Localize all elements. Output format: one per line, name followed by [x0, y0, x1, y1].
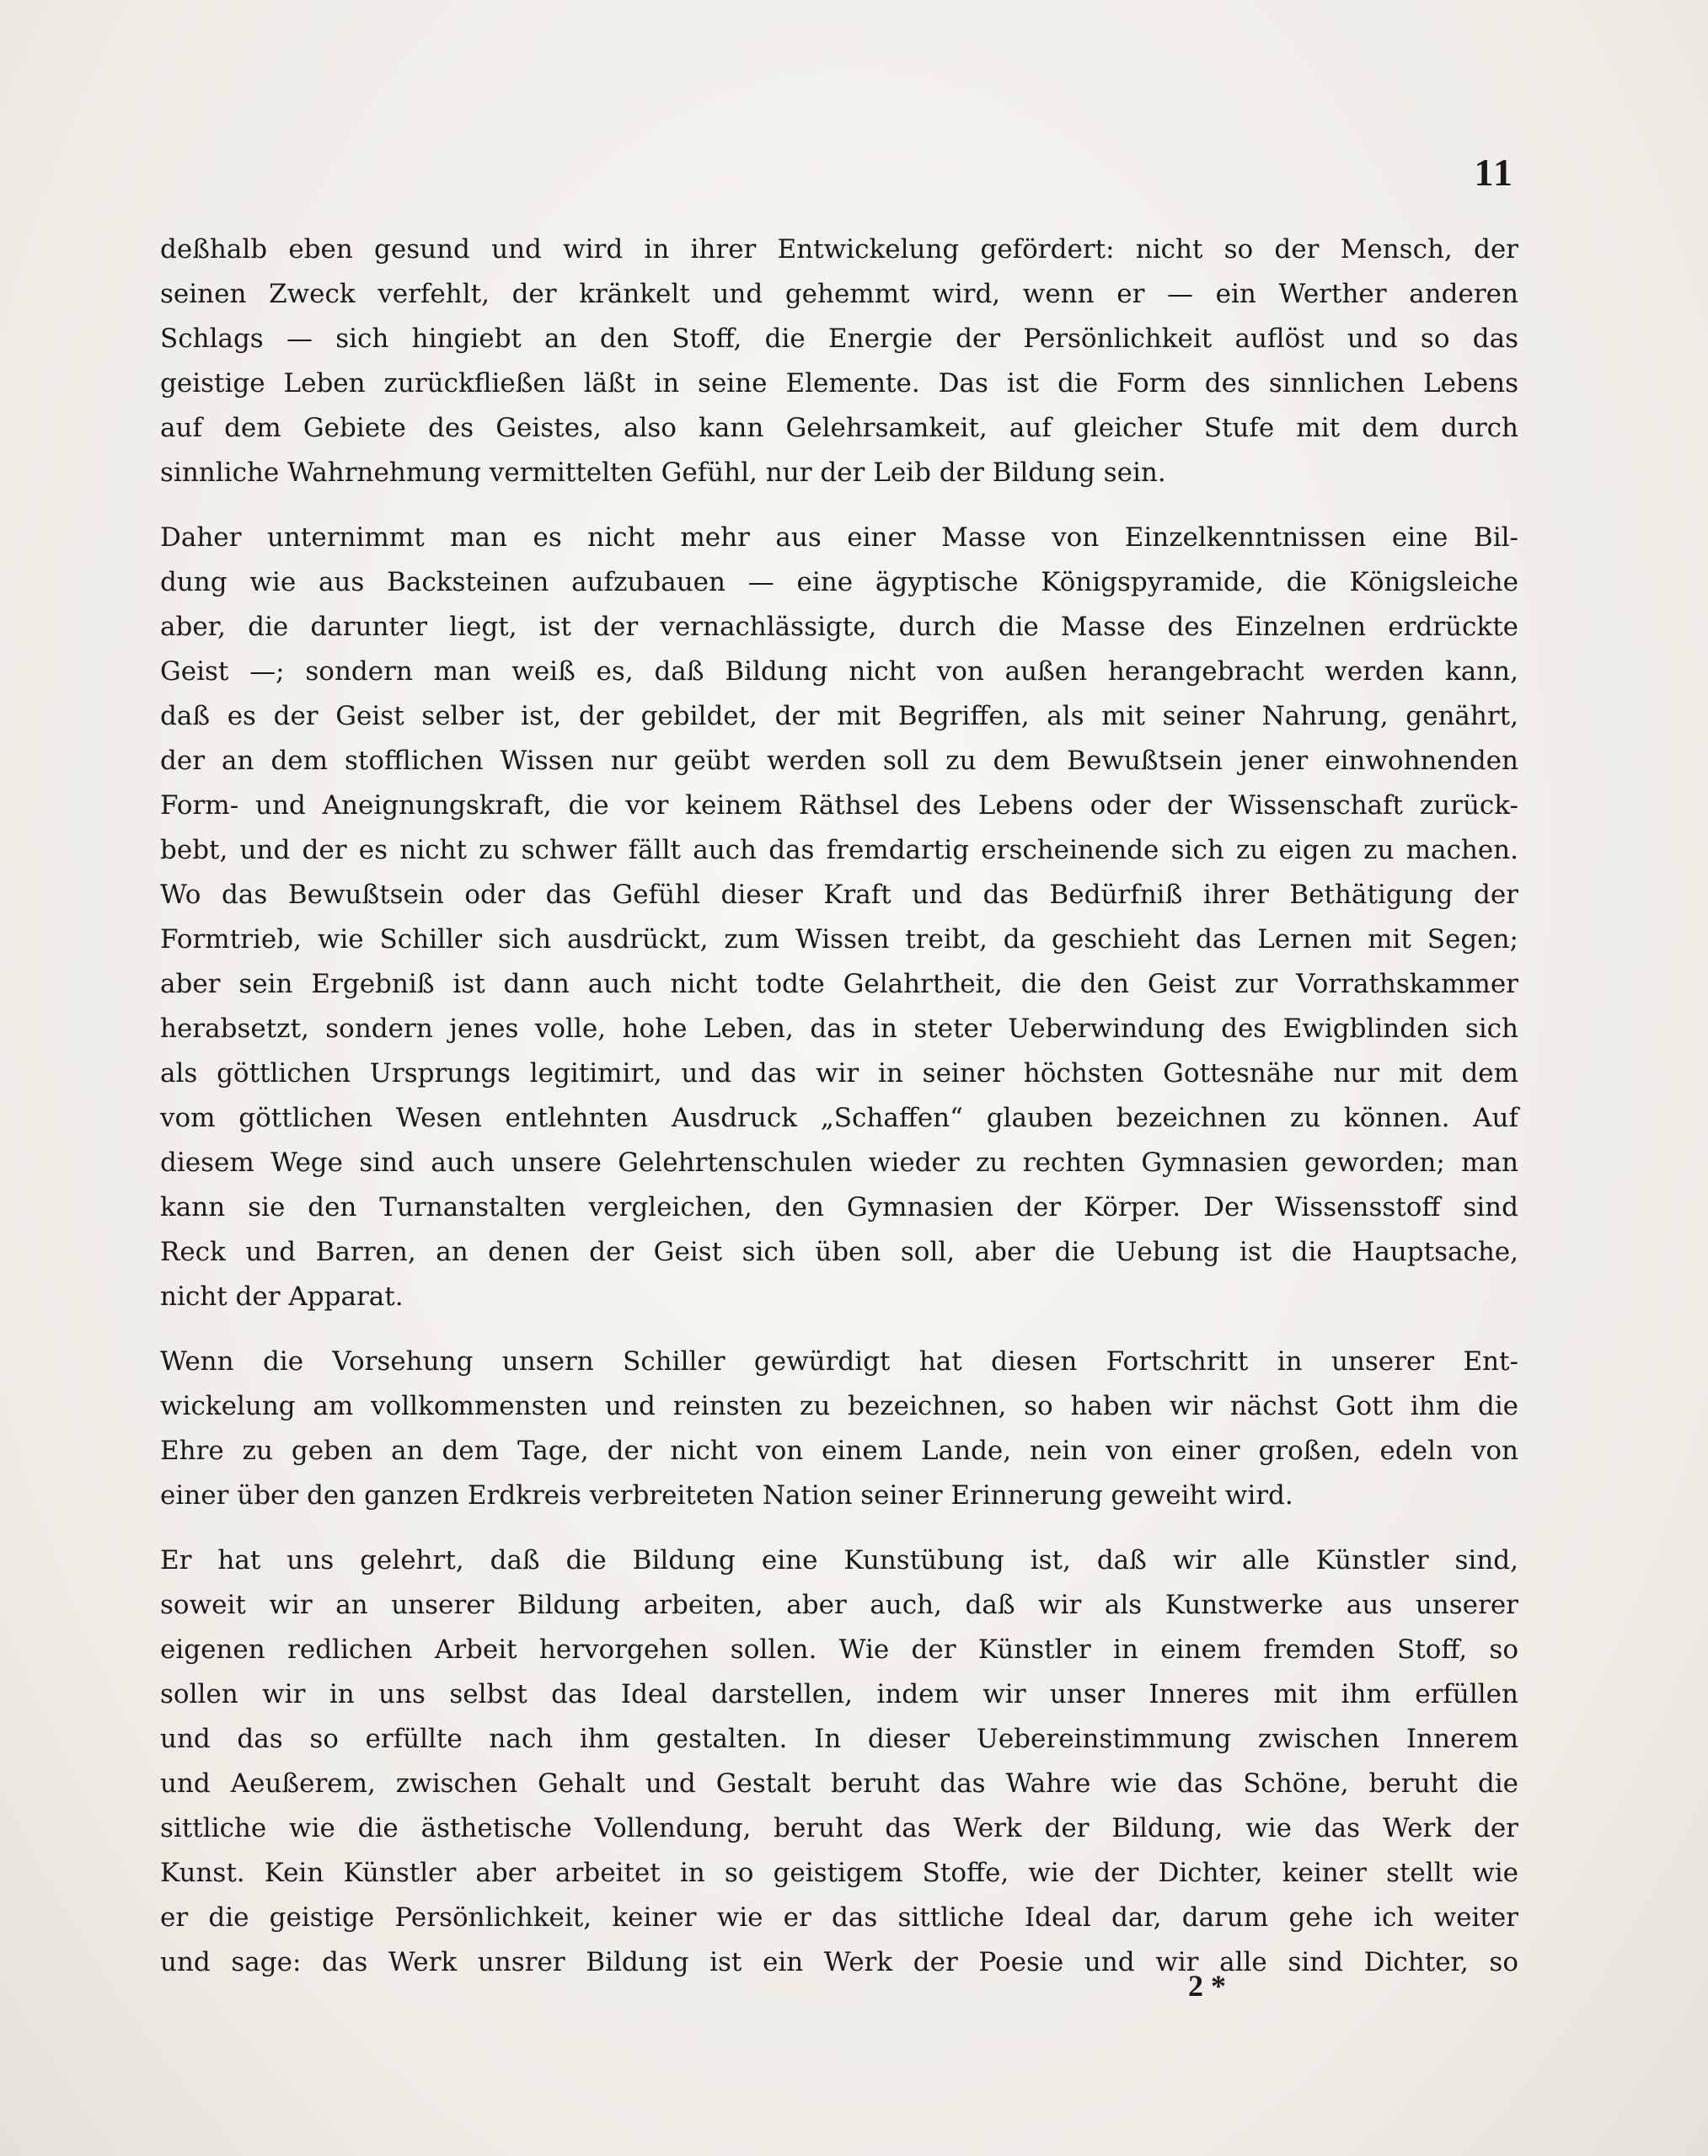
text-line: wickelung am vollkommensten und reinsten zu bezeichnen, so haben wir nächst Gott ihm die	[160, 1391, 1518, 1421]
text-line: Geist —; sondern man weiß es, daß Bildung nicht von außen herangebracht werden kann,	[160, 656, 1518, 687]
text-line: Wo das Bewußtsein oder das Gefühl dieser Kraft und das Bedürfniß ihrer Bethätigung der	[160, 880, 1518, 910]
text-line: und sage: das Werk unsrer Bildung ist ein Werk der Poesie und wir alle sind Dichter, so	[160, 1947, 1518, 1977]
text-line: Daher unternimmt man es nicht mehr aus einer Masse von Einzelkenntnissen eine Bil-	[160, 522, 1518, 553]
text-line: soweit wir an unserer Bildung arbeiten, aber auch, daß wir als Kunstwerke aus unserer	[160, 1590, 1518, 1620]
text-line: aber sein Ergebniß ist dann auch nicht todte Gelahrtheit, die den Geist zur Vorrathskammer	[160, 969, 1518, 999]
text-line: Kunst. Kein Künstler aber arbeitet in so geistigem Stoffe, wie der Dichter, keiner stellt wie	[160, 1858, 1518, 1888]
text-line: diesem Wege sind auch unsere Gelehrtenschulen wieder zu rechten Gymnasien geworden; man	[160, 1148, 1518, 1178]
text-line: sollen wir in uns selbst das Ideal darstellen, indem wir unser Inneres mit ihm erfüllen	[160, 1679, 1518, 1709]
text-line: auf dem Gebiete des Geistes, also kann Gelehrsamkeit, auf gleicher Stufe mit dem durch	[160, 413, 1518, 443]
text-line: nicht der Apparat.	[160, 1281, 404, 1312]
text-line: Wenn die Vorsehung unsern Schiller gewürdigt hat diesen Fortschritt in unserer Ent-	[160, 1346, 1518, 1377]
text-line: geistige Leben zurückfließen läßt in seine Elemente. Das ist die Form des sinnlichen Lebens	[160, 368, 1518, 399]
text-line: Reck und Barren, an denen der Geist sich üben soll, aber die Uebung ist die Hauptsache,	[160, 1237, 1518, 1267]
text-line: Er hat uns gelehrt, daß die Bildung eine Kunstübung ist, daß wir alle Künstler sind,	[160, 1545, 1518, 1576]
page-number: 11	[1474, 151, 1514, 194]
body-text	[160, 227, 1518, 1985]
paragraph-4	[160, 1538, 1518, 1985]
text-line: daß es der Geist selber ist, der gebildet, der mit Begriffen, als mit seiner Nahrung, genährt,	[160, 701, 1518, 731]
text-line: seinen Zweck verfehlt, der kränkelt und gehemmt wird, wenn er — ein Werther anderen	[160, 279, 1518, 309]
text-line: Schlags — sich hingiebt an den Stoff, die Energie der Persönlichkeit auflöst und so das	[160, 324, 1518, 354]
text-line: eigenen redlichen Arbeit hervorgehen sollen. Wie der Künstler in einem fremden Stoff, so	[160, 1634, 1518, 1665]
text-line: vom göttlichen Wesen entlehnten Ausdruck „Schaffen“ glauben bezeichnen zu können. Auf	[160, 1103, 1518, 1133]
text-line: er die geistige Persönlichkeit, keiner wie er das sittliche Ideal dar, darum gehe ich weiter	[160, 1902, 1518, 1933]
paragraph-2	[160, 516, 1518, 1319]
text-line: als göttlichen Ursprungs legitimirt, und das wir in seiner höchsten Gottesnähe nur mit dem	[160, 1058, 1518, 1089]
paragraph-1	[160, 227, 1518, 495]
text-line: der an dem stofflichen Wissen nur geübt werden soll zu dem Bewußtsein jener einwohnenden	[160, 746, 1518, 776]
text-line: aber, die darunter liegt, ist der vernachlässigte, durch die Masse des Einzelnen erdrückte	[160, 612, 1518, 642]
text-line: bebt, und der es nicht zu schwer fällt auch das fremdartig erscheinende sich zu eigen zu machen.	[160, 835, 1518, 865]
text-line: einer über den ganzen Erdkreis verbreiteten Nation seiner Erinnerung geweiht wird.	[160, 1480, 1293, 1511]
text-line: deßhalb eben gesund und wird in ihrer Entwickelung gefördert: nicht so der Mensch, der	[160, 234, 1518, 265]
text-line: Formtrieb, wie Schiller sich ausdrückt, zum Wissen treibt, da geschieht das Lernen mit Segen;	[160, 924, 1518, 955]
text-line: und das so erfüllte nach ihm gestalten. In dieser Uebereinstimmung zwischen Innerem	[160, 1724, 1518, 1754]
text-line: dung wie aus Backsteinen aufzubauen — eine ägyptische Königspyramide, die Königsleiche	[160, 567, 1518, 597]
text-line: kann sie den Turnanstalten vergleichen, den Gymnasien der Körper. Der Wissensstoff sind	[160, 1192, 1518, 1222]
text-line: Ehre zu geben an dem Tage, der nicht von einem Lande, nein von einer großen, edeln von	[160, 1436, 1518, 1466]
text-line: sittliche wie die ästhetische Vollendung, beruht das Werk der Bildung, wie das Werk der	[160, 1813, 1518, 1843]
paragraph-3	[160, 1340, 1518, 1518]
text-line: Form- und Aneignungskraft, die vor keinem Räthsel des Lebens oder der Wissenschaft zurück-	[160, 790, 1518, 821]
text-line: herabsetzt, sondern jenes volle, hohe Leben, das in steter Ueberwindung des Ewigblinden sich	[160, 1014, 1518, 1044]
text-line: und Aeußerem, zwischen Gehalt und Gestalt beruht das Wahre wie das Schöne, beruht die	[160, 1768, 1518, 1799]
signature-mark: 2 *	[1188, 1969, 1226, 2003]
text-line: sinnliche Wahrnehmung vermittelten Gefühl, nur der Leib der Bildung sein.	[160, 457, 1166, 488]
